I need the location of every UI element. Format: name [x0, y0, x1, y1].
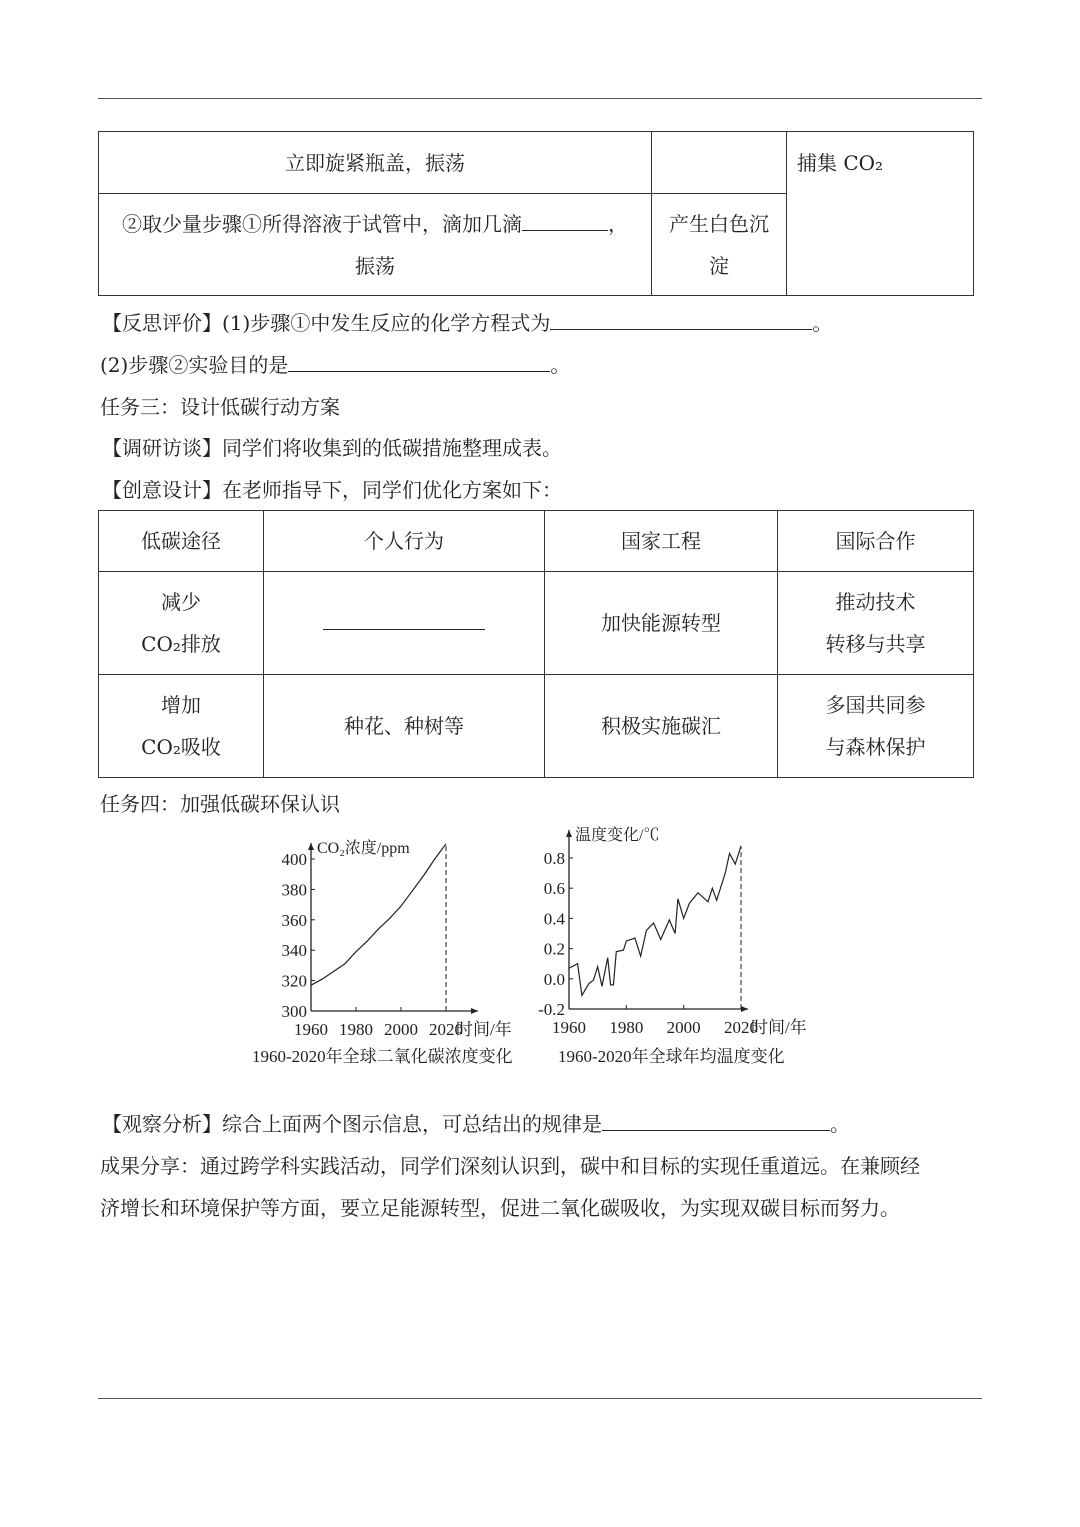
task4-heading: 任务四：加强低碳环保认识 [100, 792, 340, 816]
header-cell: 低碳途径 [99, 511, 264, 572]
intl-text: 多国共同参 [825, 693, 926, 717]
x-axis-arrow-icon [471, 1008, 478, 1014]
phenomenon-text: 淀 [709, 253, 729, 278]
observe-label: 【观察分析】综合上面两个图示信息，可总结出的规律是 [102, 1112, 602, 1136]
x-tick-label: 1960 [552, 1018, 586, 1037]
x-tick-label: 1980 [609, 1018, 644, 1037]
header-cell: 国家工程 [545, 511, 778, 572]
y-tick-label: 400 [281, 850, 307, 869]
path-text: 增加 [161, 693, 201, 717]
personal-cell: 种花、种树等 [264, 675, 545, 778]
y-tick-label: 0.4 [543, 909, 565, 929]
reflection-text: (2)步骤②实验目的是 [100, 353, 289, 377]
survey-text: 【调研访谈】同学们将收集到的低碳措施整理成表。 [102, 436, 562, 460]
x-tick-label: 2000 [666, 1018, 701, 1037]
answer-blank[interactable] [602, 1110, 830, 1131]
path-text: CO₂吸收 [141, 735, 221, 759]
phenomenon-text: 产生白色沉 [669, 211, 769, 236]
footer-rule [98, 1398, 982, 1399]
x-axis-label: 时间/年 [456, 1020, 512, 1039]
design-text: 【创意设计】在老师指导下，同学们优化方案如下： [102, 478, 562, 502]
y-axis-arrow-icon [308, 843, 314, 850]
y-tick-label: 320 [281, 971, 307, 991]
step-cell: 立即旋紧瓶盖，振荡 [99, 132, 652, 194]
task3-heading: 任务三：设计低碳行动方案 [100, 395, 340, 419]
y-tick-label: 0.8 [543, 849, 565, 868]
y-tick-label: 0.6 [543, 879, 565, 899]
step-text: 振荡 [355, 253, 395, 278]
step-text: ②取少量步骤①所得溶液于试管中，滴加几滴 [122, 211, 522, 236]
chart-caption: 1960-2020年全球二氧化碳浓度变化 [252, 1047, 513, 1066]
y-tick-label: 380 [281, 880, 307, 900]
step-text: ， [608, 211, 628, 236]
y-tick-label: 300 [281, 1002, 307, 1021]
y-tick-label: 0.0 [543, 969, 565, 989]
header-cell: 个人行为 [264, 511, 545, 572]
reflection-text: 【反思评价】(1)步骤①中发生反应的化学方程式为 [102, 311, 551, 335]
x-tick-label: 2020 [429, 1020, 463, 1039]
y-tick-label: 340 [281, 941, 307, 961]
conclusion-cell: 捕集 CO₂ [787, 132, 974, 296]
national-cell: 加快能源转型 [545, 572, 778, 675]
intl-text: 与森林保护 [825, 735, 926, 759]
path-text: 减少 [161, 590, 201, 614]
y-tick-label: 360 [281, 910, 307, 930]
national-cell: 积极实施碳汇 [545, 675, 778, 778]
x-axis-arrow-icon [741, 1006, 748, 1012]
y-axis-label: CO₂浓度/ppm [317, 840, 410, 857]
x-tick-label: 2020 [724, 1018, 758, 1037]
observe-text [102, 1108, 850, 1137]
y-axis-arrow-icon [566, 830, 572, 837]
period: 。 [550, 353, 571, 377]
path-text: CO₂排放 [141, 632, 221, 656]
result-line-1: 成果分享：通过跨学科实践活动，同学们深刻认识到，碳中和目标的实现任重道远。在兼顾经 [100, 1154, 920, 1178]
intl-text: 推动技术 [835, 590, 916, 614]
y-tick-label: 0.2 [543, 939, 565, 959]
series-line [311, 844, 446, 985]
x-axis-label: 时间/年 [751, 1018, 807, 1037]
header-cell: 国际合作 [778, 511, 974, 572]
period: 。 [830, 1112, 850, 1136]
series-line [569, 846, 741, 995]
period: 。 [812, 311, 833, 335]
result-line-2: 济增长和环境保护等方面，要立足能源转型，促进二氧化碳吸收，为实现双碳目标而努力。 [100, 1196, 900, 1220]
x-tick-label: 1980 [339, 1020, 373, 1039]
chart-caption: 1960-2020年全球年均温度变化 [558, 1047, 785, 1066]
y-axis-label: 温度变化/℃ [575, 827, 660, 844]
x-tick-label: 2000 [384, 1020, 418, 1039]
y-tick-label: -0.2 [538, 1000, 565, 1019]
x-tick-label: 1960 [294, 1020, 328, 1039]
intl-text: 转移与共享 [825, 632, 926, 656]
